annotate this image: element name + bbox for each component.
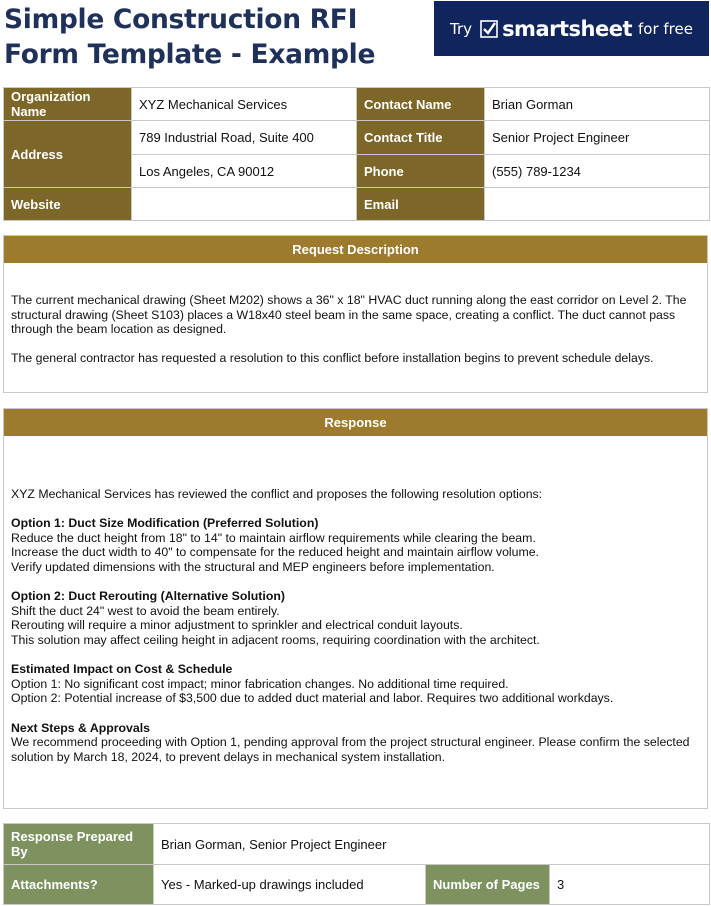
website-value[interactable] bbox=[132, 188, 357, 221]
attachments-label: Attachments? bbox=[4, 865, 154, 905]
request-description-body[interactable] bbox=[4, 263, 707, 366]
contact-title-label: Contact Title bbox=[357, 121, 485, 155]
request-description-section bbox=[3, 235, 708, 393]
attachments-value[interactable]: Yes - Marked-up drawings included bbox=[154, 865, 426, 905]
impact-title: Estimated Impact on Cost & Schedule bbox=[11, 662, 233, 677]
contact-name-label: Contact Name bbox=[357, 88, 485, 121]
website-label: Website bbox=[4, 188, 132, 221]
request-paragraph-2: The general contractor has requested a resolution to this conflict before installation begins to prevent schedule delays. bbox=[11, 351, 654, 366]
contact-info-table bbox=[3, 87, 710, 221]
option2-line1: Shift the duct 24" west to avoid the beam entirely. bbox=[11, 603, 280, 618]
request-paragraph-1: The current mechanical drawing (Sheet M202) shows a 36" x 18" HVAC duct running along the east corridor on Level 2. The structural drawing (Sheet S103) places a W18x40 steel beam in the same space, creating a conflict. The duct cannot pass through the beam location as designed. bbox=[11, 293, 687, 337]
smartsheet-logo-text: smartsheet bbox=[502, 16, 632, 41]
prepared-by-label: Response Prepared By bbox=[4, 824, 154, 865]
address-line1[interactable]: 789 Industrial Road, Suite 400 bbox=[132, 121, 357, 155]
contact-name-value[interactable]: Brian Gorman bbox=[485, 88, 710, 121]
option1-line2: Increase the duct width to 40" to compensate for the reduced height and maintain airflow volume. bbox=[11, 545, 539, 560]
option1-title: Option 1: Duct Size Modification (Preferred Solution) bbox=[11, 516, 319, 531]
number-of-pages-label: Number of Pages bbox=[426, 865, 550, 905]
smartsheet-ad-button[interactable] bbox=[434, 1, 709, 56]
response-body[interactable] bbox=[4, 436, 707, 764]
option1-line1: Reduce the duct height from 18" to 14" to maintain airflow requirements while clearing the beam. bbox=[11, 530, 536, 545]
email-label: Email bbox=[357, 188, 485, 221]
ad-free-text: for free bbox=[637, 19, 693, 38]
option1-line3: Verify updated dimensions with the structural and MEP engineers before implementation. bbox=[11, 559, 495, 574]
next-steps-text: We recommend proceeding with Option 1, pending approval from the project structural engineer. Please confirm the selected solution by March 18, 2024, to prevent delays in mechanical system installation. bbox=[11, 735, 690, 764]
org-name-label: Organization Name bbox=[4, 88, 132, 121]
option2-line3: This solution may affect ceiling height in adjacent rooms, requiring coordination with the architect. bbox=[11, 632, 540, 647]
ad-try-text: Try bbox=[450, 19, 473, 38]
response-header: Response bbox=[4, 409, 707, 436]
page-title: Simple Construction RFI Form Template - Example bbox=[4, 4, 376, 70]
phone-label: Phone bbox=[357, 155, 485, 188]
response-section bbox=[3, 408, 708, 809]
response-intro: XYZ Mechanical Services has reviewed the conflict and proposes the following resolution options: bbox=[11, 487, 543, 501]
next-steps-title: Next Steps & Approvals bbox=[11, 720, 150, 735]
address-label: Address bbox=[4, 121, 132, 188]
request-description-header: Request Description bbox=[4, 236, 707, 263]
email-value[interactable] bbox=[485, 188, 710, 221]
option2-line2: Rerouting will require a minor adjustment to sprinkler and electrical conduit layouts. bbox=[11, 618, 463, 633]
impact-line1: Option 1: No significant cost impact; minor fabrication changes. No additional time required. bbox=[11, 676, 509, 691]
prepared-by-value[interactable]: Brian Gorman, Senior Project Engineer bbox=[154, 824, 710, 865]
address-line2[interactable]: Los Angeles, CA 90012 bbox=[132, 155, 357, 188]
smartsheet-check-icon bbox=[480, 20, 498, 38]
impact-line2: Option 2: Potential increase of $3,500 due to added duct material and labor. Requires two additional workdays. bbox=[11, 691, 614, 706]
phone-value[interactable]: (555) 789-1234 bbox=[485, 155, 710, 188]
number-of-pages-value[interactable]: 3 bbox=[550, 865, 710, 905]
contact-title-value[interactable]: Senior Project Engineer bbox=[485, 121, 710, 155]
org-name-value[interactable]: XYZ Mechanical Services bbox=[132, 88, 357, 121]
option2-title: Option 2: Duct Rerouting (Alternative Solution) bbox=[11, 589, 285, 604]
response-footer-table bbox=[3, 823, 710, 905]
